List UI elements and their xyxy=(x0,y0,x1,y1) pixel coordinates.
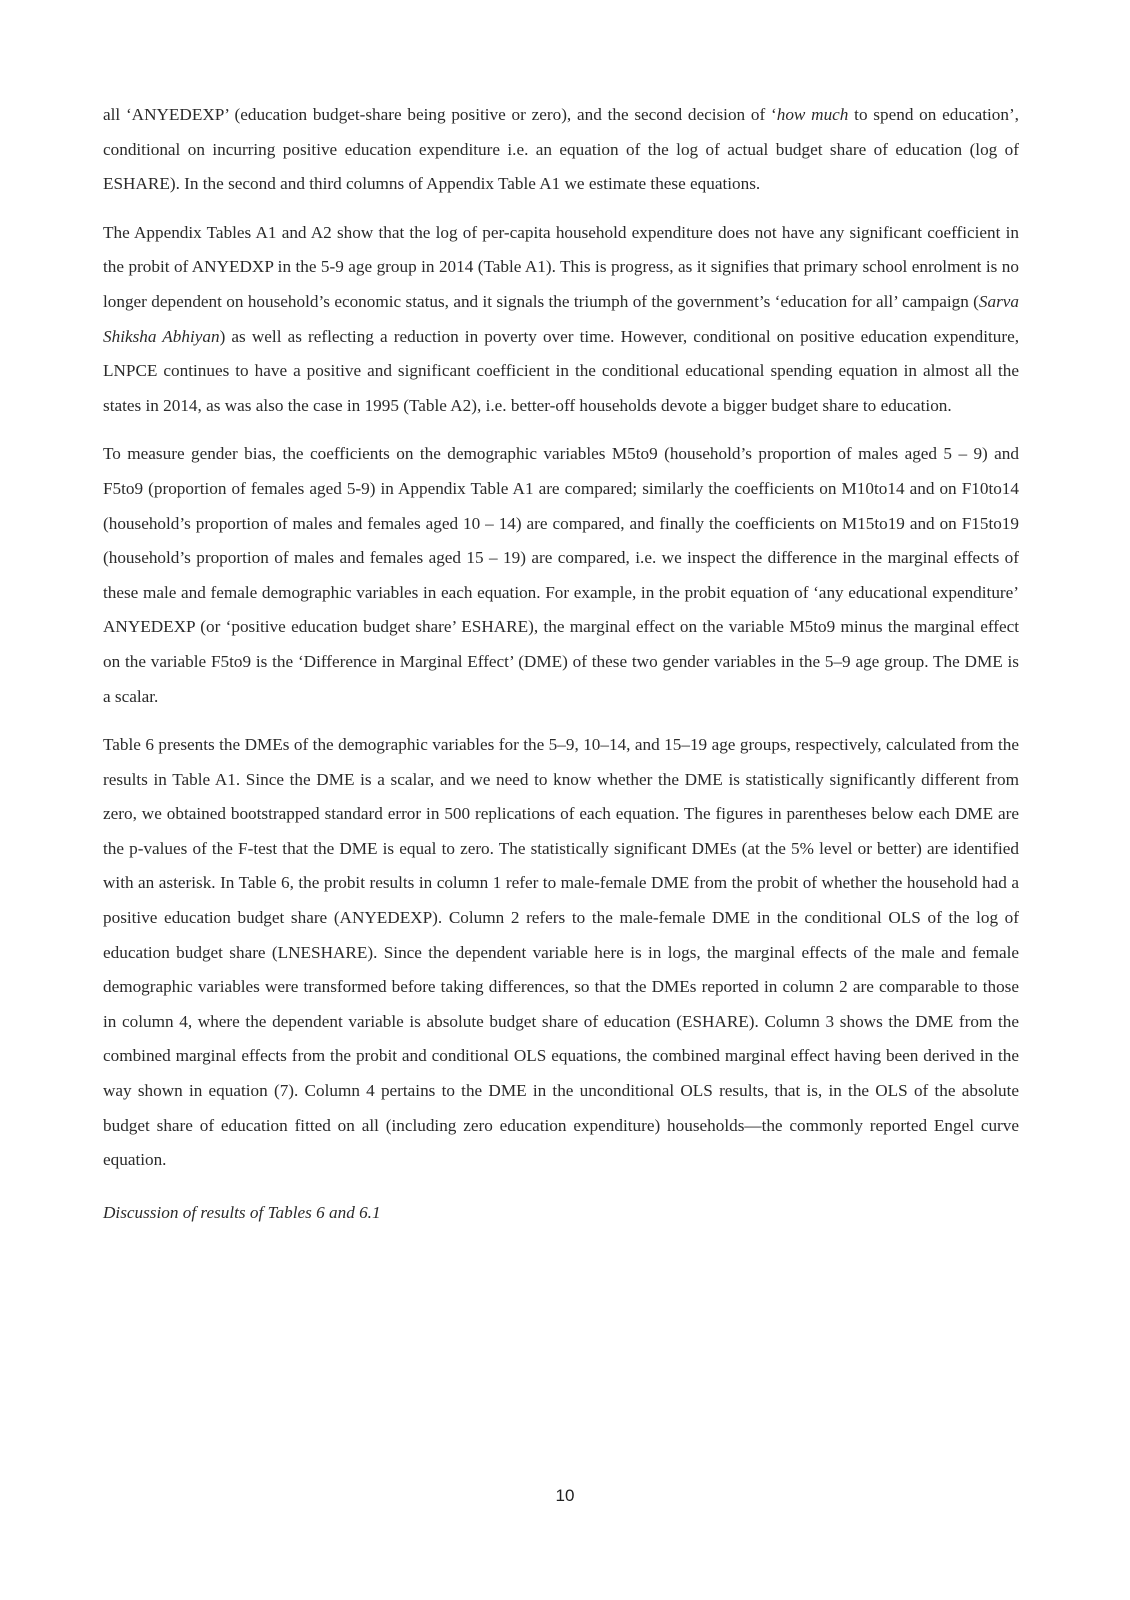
text-run: all ‘ANYEDEXP’ (education budget-share being positive or zero), and the second decision of ‘ xyxy=(103,105,777,124)
italic-text: how much xyxy=(776,105,849,124)
paragraph xyxy=(103,728,1019,1178)
text-run: To measure gender bias, the coefficients on the demographic variables M5to9 (household’s proportion of males aged 5 – 9) and F5to9 (proportion of females aged 5-9) in Appendix Table A1 are compared; similarly the coefficients on M10to14 and on F10to14 (household’s proportion of males and females aged 10 – 14) are compared, and finally the coefficients on M15to19 and on F15to19 (household’s proportion of males and females aged 15 – 19) are compared, i.e. we inspect the difference in the marginal effects of these male and female demographic variables in each equation. For example, in the probit equation of ‘any educational expenditure’ ANYEDEXP (or ‘positive education budget share’ ESHARE), the marginal effect on the variable M5to9 minus the marginal effect on the variable F5to9 is the ‘Difference in Marginal Effect’ (DME) of these two gender variables in the 5–9 age group. The DME is a scalar. xyxy=(103,444,1019,706)
paragraph xyxy=(103,98,1019,202)
text-run: to spend on education’, conditional on incurring positive education expenditure i.e. an equation of the log of actual budget share of education (log of ESHARE). In the second and third columns of Appendix Table A1 we estimate these equations. xyxy=(103,105,1019,194)
text-run: The Appendix Tables A1 and A2 show that the log of per-capita household expenditure does not have any significant coefficient in the probit of ANYEDXP in the 5-9 age group in 2014 (Table A1). This is progress, as it signifies that primary school enrolment is no longer dependent on household’s economic status, and it signals the triumph of the government’s ‘education for all’ campaign ( xyxy=(103,222,1019,311)
italic-text: Sarva Shiksha Abhiyan xyxy=(103,291,1019,346)
section-heading: Discussion of results of Tables 6 and 6.1 xyxy=(103,1202,381,1222)
text-run: ) as well as reflecting a reduction in poverty over time. However, conditional on positive education expenditure, LNPCE continues to have a positive and significant coefficient in the conditional educational spending equation in almost all the states in 2014, as was also the case in 1995 (Table A2), i.e. better-off households devote a bigger budget share to education. xyxy=(103,326,1020,415)
paragraph xyxy=(103,216,1019,424)
page-number: 10 xyxy=(555,1486,575,1505)
body-text xyxy=(103,98,1019,1178)
text-run: Table 6 presents the DMEs of the demographic variables for the 5–9, 10–14, and 15–19 age groups, respectively, calculated from the results in Table A1. Since the DME is a scalar, and we need to know whether the DME is statistically significantly different from zero, we obtained bootstrapped standard error in 500 replications of each equation. The figures in parentheses below each DME are the p-values of the F-test that the DME is equal to zero. The statistically significant DMEs (at the 5% level or better) are identified with an asterisk. In Table 6, the probit results in column 1 refer to male-female DME from the probit of whether the household had a positive education budget share (ANYEDEXP). Column 2 refers to the male-female DME in the conditional OLS of the log of education budget share (LNESHARE). Since the dependent variable here is in logs, the marginal effects of the male and female demographic variables were transformed before taking differences, so that the DMEs reported in column 2 are comparable to those in column 4, where the dependent variable is absolute budget share of education (ESHARE). Column 3 shows the DME from the combined marginal effects from the probit and conditional OLS equations, the combined marginal effect having been derived in the way shown in equation (7). Column 4 pertains to the DME in the unconditional OLS results, that is, in the OLS of the absolute budget share of education fitted on all (including zero education expenditure) households—the commonly reported Engel curve equation. xyxy=(103,735,1019,1170)
paragraph xyxy=(103,437,1019,714)
